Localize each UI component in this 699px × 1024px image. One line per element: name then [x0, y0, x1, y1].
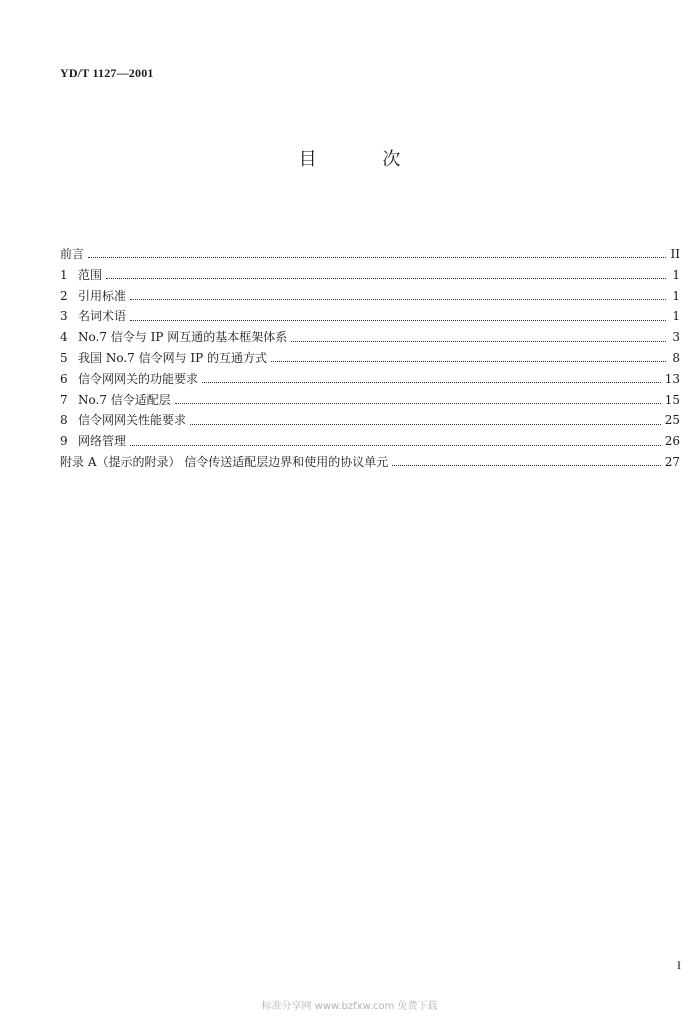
toc-page-number: 13 — [664, 371, 680, 386]
toc-entry-1[interactable] — [60, 265, 680, 286]
watermark: 标准分享网 www.bzfxw.com 免费下载 — [261, 1001, 438, 1012]
toc-label: No.7 信令与 IP 网互通的基本框架体系 — [78, 330, 288, 345]
footer-page-number: I — [677, 958, 681, 972]
toc-leader — [88, 256, 666, 258]
toc-entry-preface[interactable] — [60, 244, 680, 265]
toc-leader — [130, 444, 661, 446]
standard-code: YD/T 1127—2001 — [60, 66, 154, 80]
toc-leader — [175, 402, 661, 404]
toc-page-number: 1 — [672, 288, 680, 303]
toc-page-number: II — [670, 247, 680, 261]
toc-label: 范围 — [78, 267, 103, 282]
toc-label: 信令网网关的功能要求 — [78, 371, 199, 386]
toc-number: 3 — [60, 309, 68, 324]
toc-label: 附录 A（提示的附录） 信令传送适配层边界和使用的协议单元 — [60, 454, 389, 469]
toc-leader — [271, 360, 666, 362]
toc-leader — [130, 319, 666, 321]
toc-label: 我国 No.7 信令网与 IP 的互通方式 — [78, 350, 268, 365]
toc-page-number: 3 — [672, 330, 680, 345]
toc-label: No.7 信令适配层 — [78, 392, 171, 407]
toc-number: 5 — [60, 350, 68, 365]
toc-leader — [291, 340, 666, 342]
title-char-2: 次 — [382, 149, 401, 170]
toc-label: 前言 — [60, 247, 85, 261]
toc-number: 2 — [60, 288, 68, 303]
toc-number: 4 — [60, 330, 68, 345]
toc-page-number: 27 — [664, 454, 680, 469]
toc-entry-4[interactable] — [60, 327, 680, 348]
toc-leader — [392, 464, 660, 466]
toc-number: 8 — [60, 413, 68, 428]
toc-leader — [202, 381, 661, 383]
toc-entry-8[interactable] — [60, 410, 680, 431]
toc-entry-7[interactable] — [60, 390, 680, 411]
toc-label: 引用标准 — [78, 288, 127, 303]
toc-page-number: 25 — [664, 413, 680, 428]
toc-leader — [130, 298, 666, 300]
toc-label: 网络管理 — [78, 434, 127, 449]
toc-page-number: 26 — [664, 434, 680, 449]
toc-number: 1 — [60, 267, 68, 282]
toc-page-number: 8 — [672, 350, 680, 365]
toc-entry-6[interactable] — [60, 369, 680, 390]
toc-page-number: 1 — [672, 267, 680, 282]
toc-entry-2[interactable] — [60, 286, 680, 307]
toc-leader — [106, 277, 666, 279]
toc-entry-appendix-a[interactable] — [60, 452, 680, 473]
title-char-1: 目 — [298, 149, 317, 170]
toc-label: 名词术语 — [78, 309, 127, 324]
toc-page-number: 1 — [672, 309, 680, 324]
page-title — [0, 148, 699, 172]
toc-number: 6 — [60, 371, 68, 386]
table-of-contents — [60, 244, 680, 473]
toc-entry-5[interactable] — [60, 348, 680, 369]
toc-number: 7 — [60, 392, 68, 407]
toc-number: 9 — [60, 434, 68, 449]
toc-entry-3[interactable] — [60, 306, 680, 327]
toc-label: 信令网网关性能要求 — [78, 413, 187, 428]
toc-entry-9[interactable] — [60, 431, 680, 452]
toc-page-number: 15 — [664, 392, 680, 407]
toc-leader — [190, 423, 661, 425]
